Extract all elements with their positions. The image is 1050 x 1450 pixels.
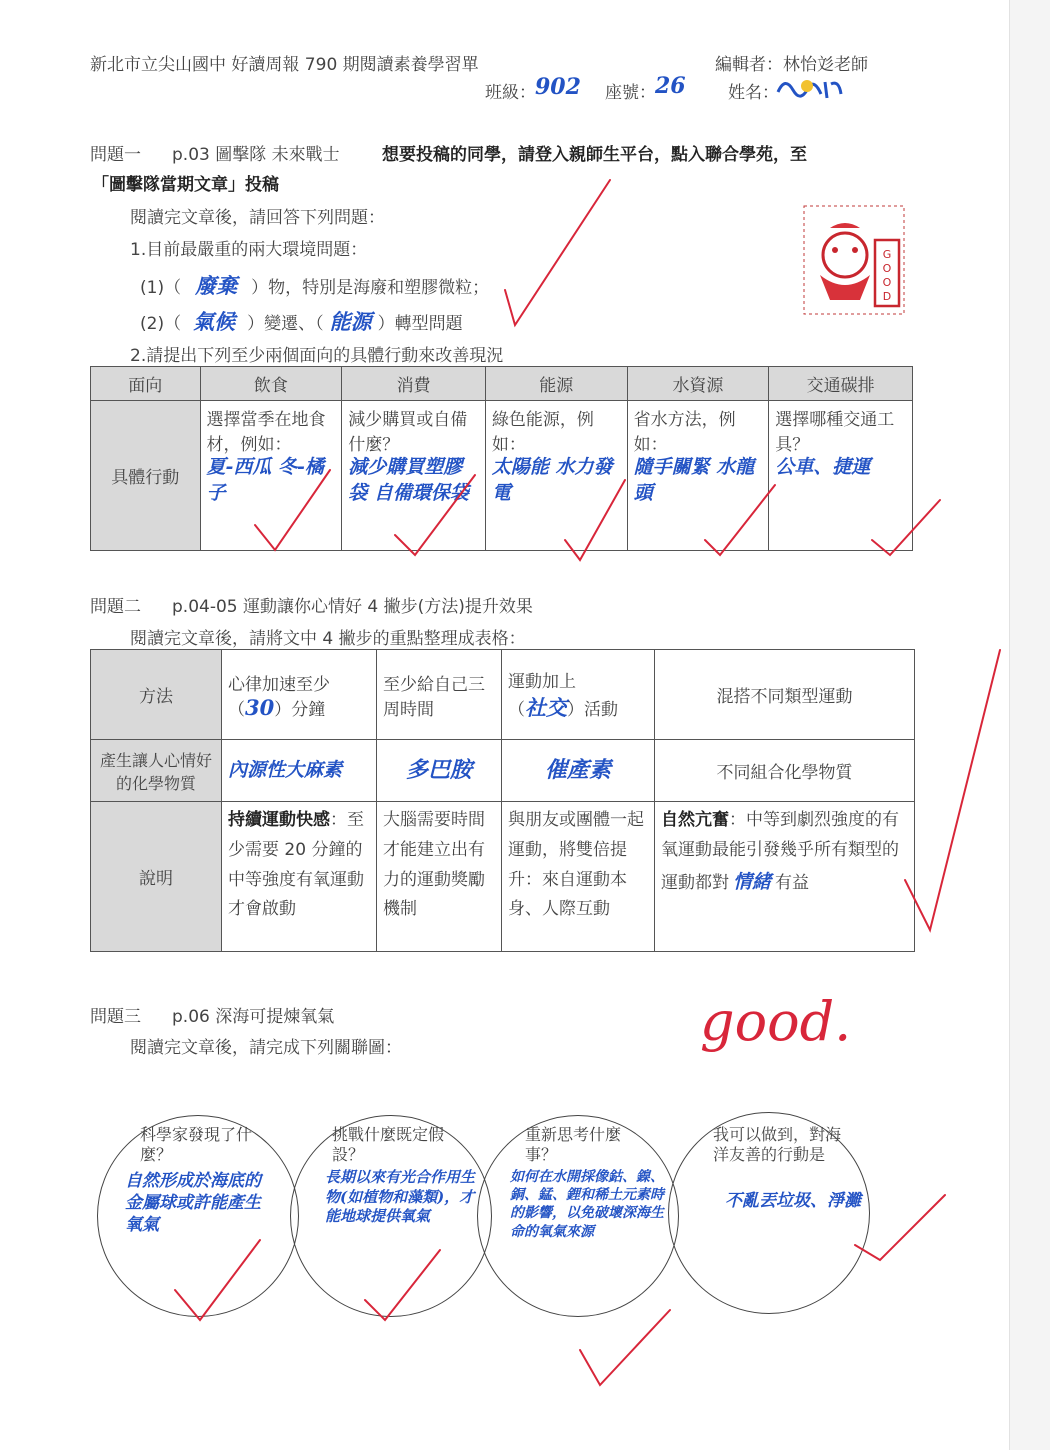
name-label: 姓名：	[728, 83, 779, 103]
q1-line2-suffix: ）轉型問題	[377, 314, 463, 334]
q2-explain-1-bold: 持續運動快感	[228, 810, 330, 830]
q3-circle-3-answer: 如何在水開採像鈷、鎳、銅、錳、鋰和稀土元素時的影響，以免破壞深海生命的氧氣來源	[510, 1169, 664, 1240]
teacher-comment-good: good.	[700, 990, 852, 1053]
q2-method-label: 方法	[91, 650, 222, 740]
q2-explain-2: 大腦需要時間才能建立出有力的運動獎勵機制	[377, 802, 502, 952]
q2-method-3-answer: 社交	[525, 695, 567, 720]
q1-col-header-aspect: 面向	[91, 367, 201, 401]
q3-circle-4-prompt: 我可以做到，對海洋友善的行動是	[713, 1125, 842, 1164]
svg-text:O: O	[882, 262, 892, 275]
q2-explain-4-text: ：中等到劇烈強度的有氧運動最能引發幾乎所有類型的運動都對	[661, 810, 899, 893]
svg-text:G: G	[882, 248, 892, 261]
q1-col-header-food: 飲食	[200, 367, 342, 401]
check-mark-q2	[905, 650, 1000, 930]
check-mark-circle-1	[175, 1240, 260, 1320]
q1-cell-energy-prompt: 綠色能源，例如：	[491, 410, 594, 455]
q1-line2-answer2: 能源	[329, 309, 372, 334]
q1-heading-instruction: 想要投稿的同學，請登入親師生平台，點入聯合學苑，至	[382, 145, 807, 165]
q1-line2-middle: ）變遷、（	[247, 314, 324, 334]
q2-method-1-paren-close: ）分鐘	[274, 699, 326, 720]
q1-heading-page: p.03 圖擊隊 未來戰士	[172, 145, 340, 165]
q1-col-header-water: 水資源	[627, 367, 769, 401]
q1-line1-answer: 廢棄	[195, 273, 238, 298]
q2-chemical-2-answer: 多巴胺	[405, 756, 472, 783]
q1-cell-water-prompt: 省水方法，例如：	[633, 410, 736, 455]
q3-circle-3-prompt: 重新思考什麼事？	[525, 1125, 622, 1164]
q2-method-3-paren-close: ）活動	[567, 700, 618, 720]
q3-circle-1-answer: 自然形成於海底的金屬球或許能產生氧氣	[125, 1171, 261, 1236]
q1-row-label: 具體行動	[91, 401, 201, 551]
q2-explain-1-text: ：至少需要 20 分鐘的中等強度有氧運動才會啟動	[228, 810, 364, 920]
q3-circle-1-prompt: 科學家發現了什麼？	[140, 1125, 253, 1164]
check-mark-consumption	[395, 475, 475, 555]
q1-col-header-consumption: 消費	[342, 367, 486, 401]
q2-chemical-4: 不同組合化學物質	[655, 740, 915, 802]
check-mark-transport	[872, 500, 940, 555]
q1-cell-consumption-answer: 減少購買塑膠袋 自備環保袋	[348, 456, 469, 504]
q2-method-4: 混搭不同類型運動	[655, 650, 915, 740]
q3-circle-2-answer: 長期以來有光合作用生物(如植物和藻類)，才能地球提供氧氣	[325, 1168, 476, 1225]
q1-cell-food-prompt: 選擇當季在地食材，例如：	[206, 410, 326, 455]
q1-instruction: 閱讀完文章後，請回答下列問題：	[130, 208, 385, 228]
q1-col-header-transport: 交通碳排	[769, 367, 913, 401]
q2-explain-label: 說明	[91, 802, 222, 952]
seat-value: 26	[655, 73, 686, 99]
q1-cell-energy-answer: 太陽能 水力發電	[491, 456, 613, 504]
q2-method-2: 至少給自己三周時間	[377, 650, 502, 740]
q2-explain-3: 與朋友或團體一起運動，將雙倍提升：來自運動本身、人際互動	[502, 802, 655, 952]
school-title: 新北市立尖山國中 好讀周報 790 期閱讀素養學習單	[90, 55, 479, 75]
q2-instruction: 閱讀完文章後，請將文中 4 撇步的重點整理成表格：	[130, 629, 526, 649]
editor-credit: 編輯者：林怡彣老師	[715, 55, 868, 75]
q2-explain-4-answer: 情緒	[733, 870, 772, 893]
q3-heading: p.06 深海可提煉氧氣	[172, 1007, 335, 1027]
check-mark-q1-problems	[505, 180, 610, 325]
q2-explain-4-bold: 自然亢奮	[661, 810, 729, 830]
q2-chemical-label: 產生讓人心情好的化學物質	[91, 740, 222, 802]
q2-chemical-1-answer: 內源性大麻素	[228, 758, 343, 781]
q1-line1-prefix: (1)（	[140, 278, 182, 298]
q1-cell-food-answer: 夏-西瓜 冬-橘子	[206, 456, 324, 504]
q1-line2-prefix: (2)（	[140, 314, 182, 334]
check-mark-circle-2	[365, 1250, 440, 1320]
q3-instruction: 閱讀完文章後，請完成下列關聯圖：	[130, 1038, 402, 1058]
q1-cell-water-answer: 隨手關緊 水龍頭	[633, 456, 755, 504]
check-mark-food	[255, 470, 330, 550]
q2-chemical-3-answer: 催產素	[544, 756, 611, 783]
q2-explain-4-after: 有益	[775, 872, 810, 893]
q3-circle-2-prompt: 挑戰什麼既定假設？	[332, 1125, 445, 1164]
q1-sub2: 2.請提出下列至少兩個面向的具體行動來改善現況	[130, 346, 504, 366]
svg-text:D: D	[882, 290, 892, 303]
q1-line2-answer1: 氣候	[193, 309, 236, 334]
check-mark-circle-3	[580, 1310, 670, 1385]
q2-method-3-paren-open: （	[508, 700, 525, 720]
check-mark-water	[705, 485, 775, 555]
svg-text:O: O	[882, 276, 892, 289]
q3-heading-prefix: 問題三	[90, 1007, 141, 1027]
scroll-edge	[1009, 0, 1050, 1450]
q1-col-header-energy: 能源	[485, 367, 627, 401]
q3-circle-4-answer: 不亂丟垃圾、淨灘	[725, 1191, 861, 1211]
q1-heading-prefix: 問題一	[90, 145, 141, 165]
q2-method-1-text: 心律加速至少	[228, 674, 330, 695]
q1-heading-instruction-line2: 「圖擊隊當期文章」投稿	[92, 175, 279, 195]
q2-heading: p.04-05 運動讓你心情好 4 撇步(方法)提升效果	[172, 597, 533, 617]
q1-cell-consumption-prompt: 減少購買或自備什麼？	[348, 410, 468, 455]
class-value: 902	[535, 74, 581, 100]
q1-sub1: 1.目前最嚴重的兩大環境問題：	[130, 240, 368, 260]
q1-line1-suffix: ）物，特別是海廢和塑膠微粒；	[251, 278, 490, 298]
q2-method-1-paren-open: （	[228, 699, 245, 720]
q2-method-3-text: 運動加上	[508, 672, 576, 692]
q2-heading-prefix: 問題二	[90, 597, 141, 617]
check-mark-circle-4	[855, 1195, 945, 1260]
class-label: 班級：	[485, 83, 536, 103]
check-mark-energy	[565, 480, 625, 560]
q1-cell-transport-prompt: 選擇哪種交通工具？	[775, 410, 895, 455]
seat-label: 座號：	[605, 83, 656, 103]
q2-method-1-answer: 30	[245, 694, 275, 720]
q1-cell-transport-answer: 公車、捷運	[775, 456, 871, 478]
